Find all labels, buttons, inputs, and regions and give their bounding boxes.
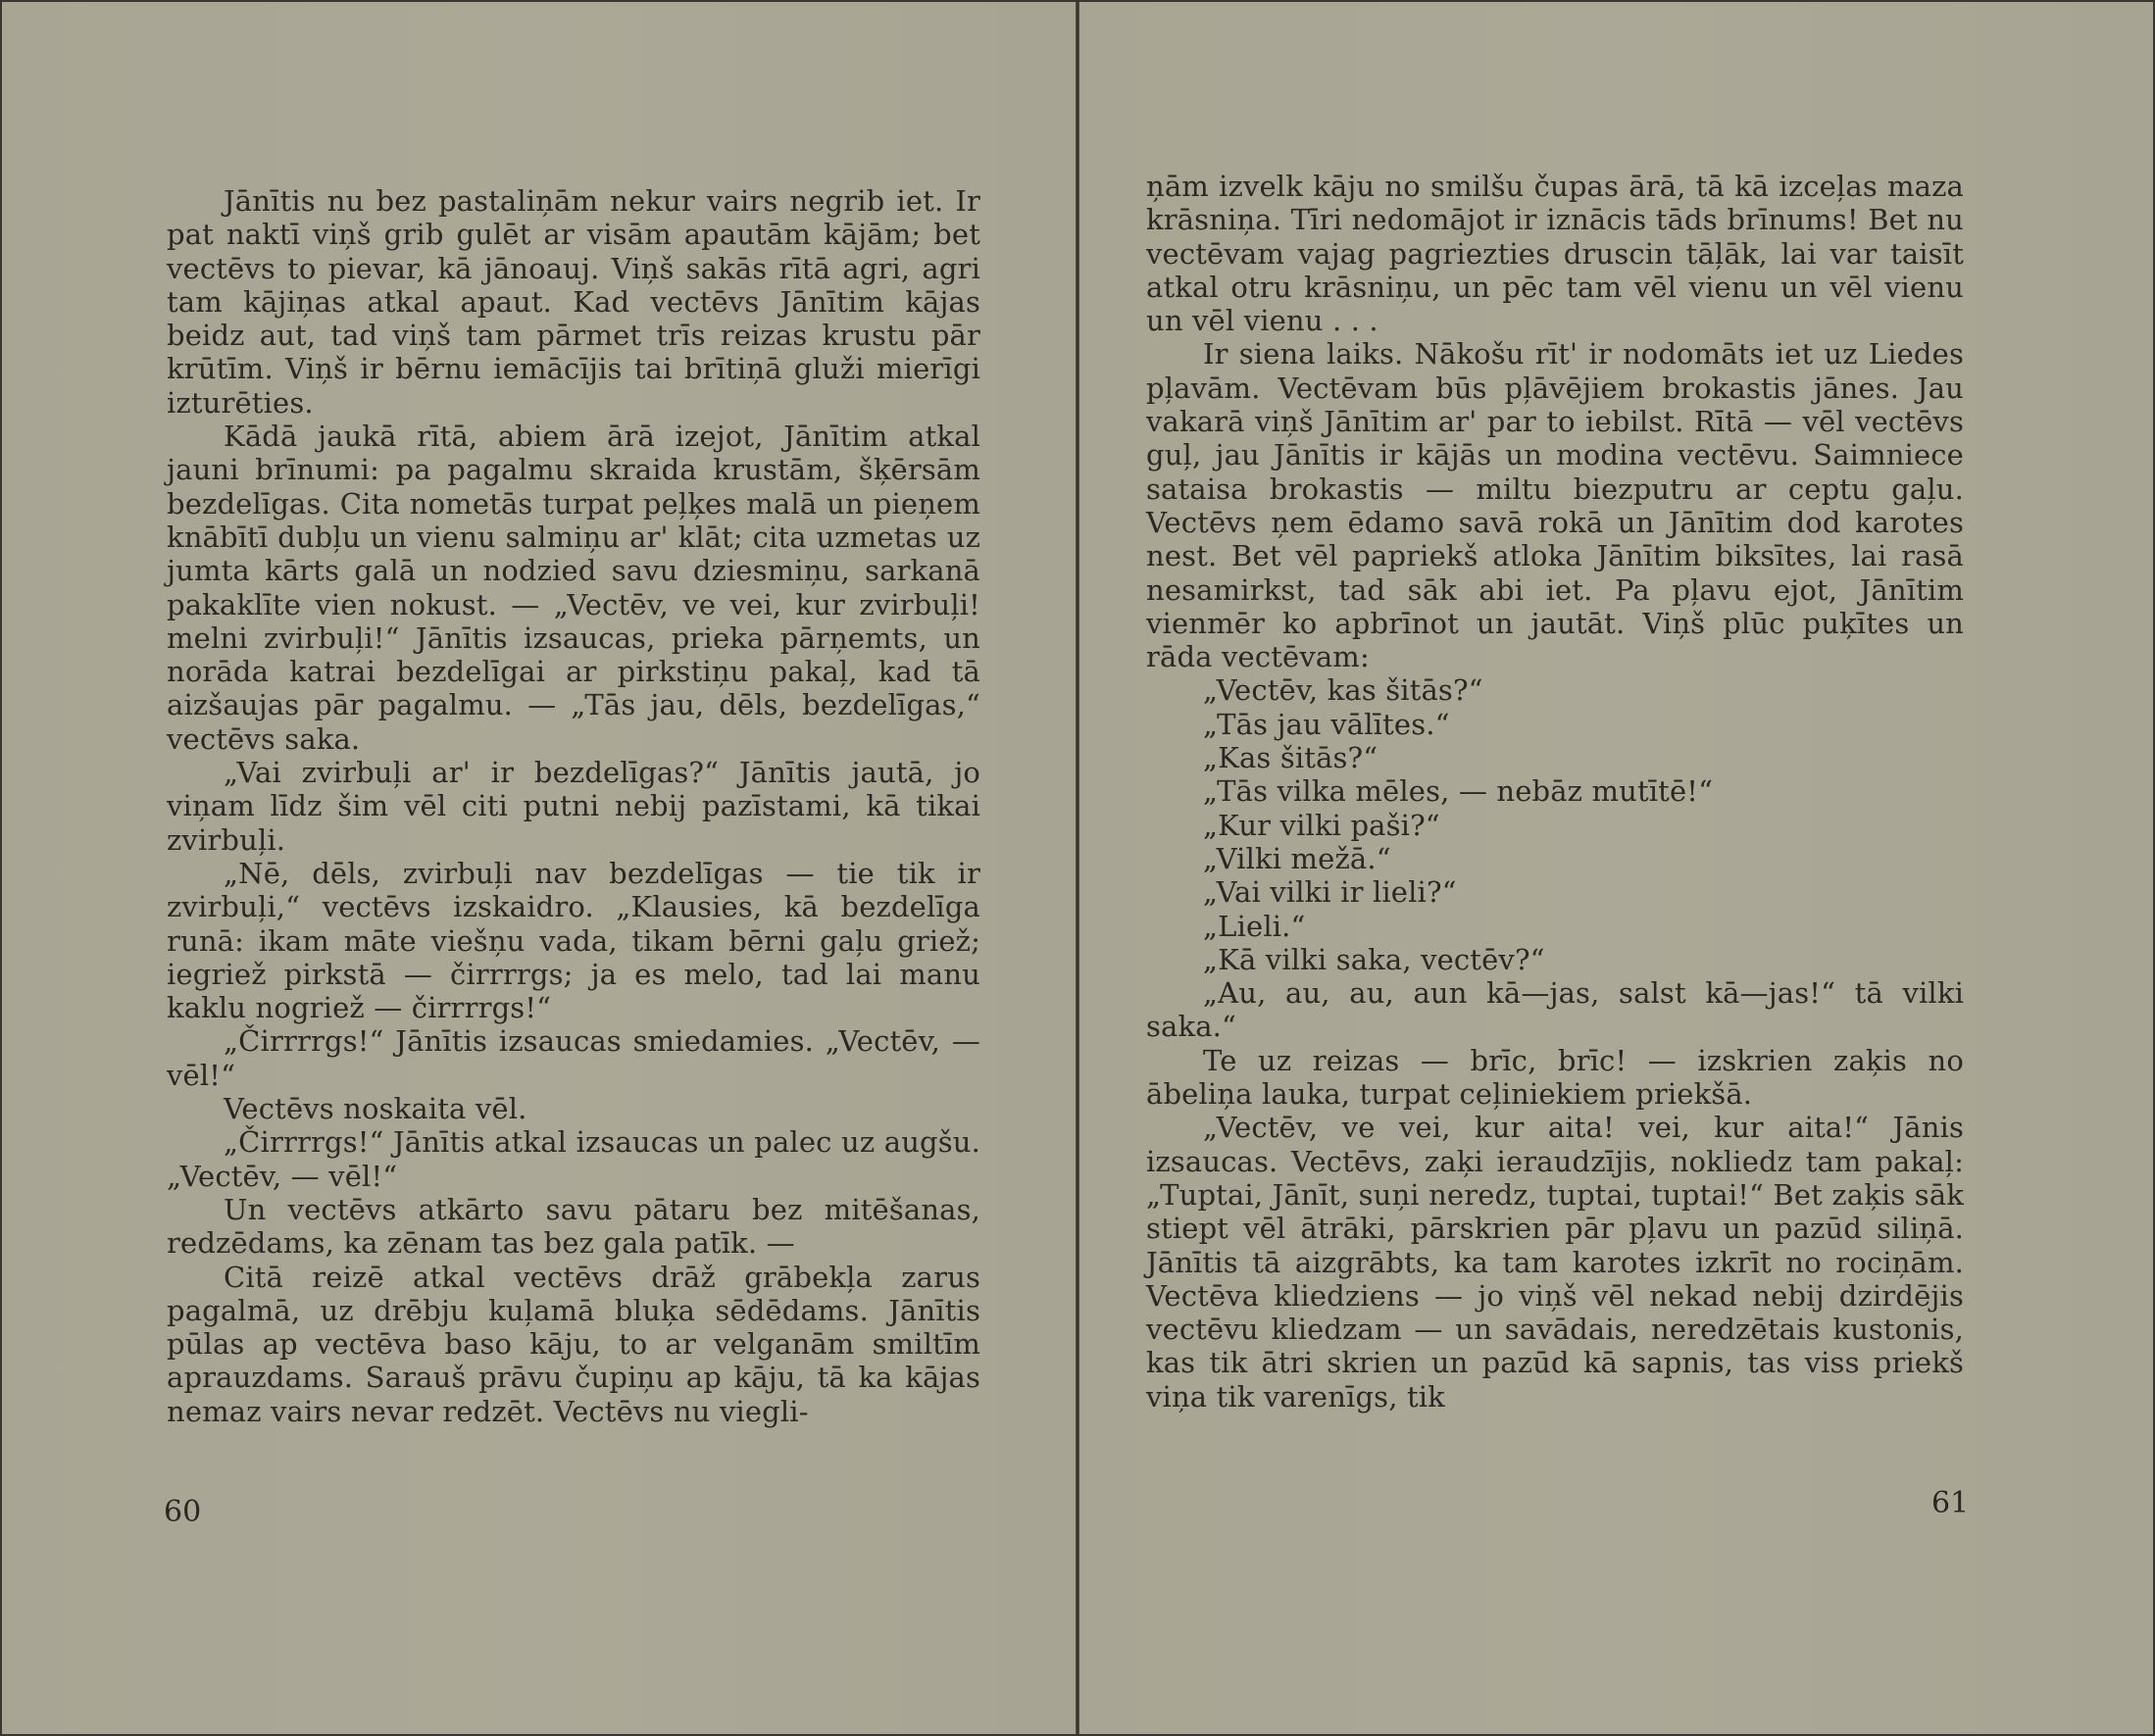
- paragraph: „Čirrrrgs!“ Jānītis izsaucas smiedamies. „Vectēv, — vēl!“: [167, 1024, 980, 1092]
- paragraph: „Vai zvirbuļi ar' ir bezdelīgas?“ Jānītis jautā, jo viņam līdz šim vēl citi putni nebij pazīstami, kā tikai zvirbuļi.: [167, 756, 980, 857]
- paragraph: „Vectēv, ve vei, kur aita! vei, kur aita!“ Jānis izsaucas. Vectēvs, zaķi ieraudzījis, nokliedz tam pakaļ: „Tuptai, Jānīt, suņi neredz, tuptai, tuptai!“ Bet zaķis sāk stiept vēl ātrāki, pārskrien pār pļavu un pazūd siliņā. Jānītis tā aizgrābts, ka tam karotes izkrīt no rociņām. Vectēva kliedziens — jo viņš vēl nekad nebij dzirdējis vectēvu kliedzam — un savādais, neredzētais kustonis, kas tik ātri skrien un pazūd kā sapnis, tas viss priekš viņa tik varenīgs, tik: [1146, 1111, 1964, 1414]
- page-number: 60: [164, 1495, 202, 1529]
- paragraph: Te uz reizas — brīc, brīc! — izskrien zaķis no ābeliņa lauka, turpat ceļiniekiem priekšā.: [1146, 1043, 1964, 1112]
- paragraph: Un vectēvs atkārto savu pātaru bez mitēšanas, redzēdams, ka zēnam tas bez gala patīk. —: [167, 1192, 980, 1261]
- paragraph: Jānītis nu bez pastaliņām nekur vairs negrib iet. Ir pat naktī viņš grib gulēt ar visām apautām kājām; bet vectēvs to pievar, kā jānoauj. Viņš sakās rītā agri, agri tam kājiņas atkal apaut. Kad vectēvs Jānītim kājas beidz aut, tad viņš tam pārmet trīs reizas krustu pār krūtīm. Viņš ir bērnu iemācījis tai brītiņā gluži mierīgi izturēties.: [167, 184, 980, 420]
- paragraph: „Vai vilki ir lieli?“: [1203, 875, 1457, 910]
- paragraph: „Tās vilka mēles, — nebāz mutītē!“: [1203, 774, 1714, 809]
- paragraph: „Vilki mežā.“: [1203, 841, 1391, 875]
- right-page-text: [1146, 170, 1964, 1414]
- paragraph: „Nē, dēls, zvirbuļi nav bezdelīgas — tie tik ir zvirbuļi,“ vectēvs izskaidro. „Klausies, kā bezdelīga runā: ikam māte viešņu vada, tikam bērni gaļu griež; iegriež pirkstā — čirrrrgs; ja es melo, tad lai manu kaklu nogriež — čirrrrgs!“: [167, 856, 980, 1025]
- paragraph: „Kā vilki saka, vectēv?“: [1203, 942, 1545, 976]
- paragraph: Vectēvs noskaita vēl.: [224, 1092, 527, 1126]
- paragraph: „Čirrrrgs!“ Jānītis atkal izsaucas un palec uz augšu. „Vectēv, — vēl!“: [167, 1125, 980, 1193]
- paragraph: Citā reizē atkal vectēvs drāž grābekļa zarus pagalmā, uz drēbju kuļamā bluķa sēdēdams. Jānītis pūlas ap vectēva baso kāju, to ar velganām smiltīm aprauzdams. Sarauš prāvu čupiņu ap kāju, tā ka kājas nemaz vairs nevar redzēt. Vectēvs nu viegli-: [167, 1260, 980, 1428]
- paragraph: Ir siena laiks. Nākošu rīt' ir nodomāts iet uz Liedes pļavām. Vectēvam būs pļāvējiem brokastis jānes. Jau vakarā viņš Jānītim ar' par to iebilst. Rītā — vēl vectēvs guļ, jau Jānītis ir kājās un modina vectēvu. Saimniece sataisa brokastis — miltu biezputru ar ceptu gaļu. Vectēvs ņem ēdamo savā rokā un Jānītim dod karotes nest. Bet vēl papriekš atloka Jānītim biksītes, lai rasā nesamirkst, tad sāk abi iet. Pa pļavu ejot, Jānītim vienmēr ko apbrīnot un jautāt. Viņš plūc puķītes un rāda vectēvam:: [1146, 337, 1964, 674]
- paragraph: „Vectēv, kas šitās?“: [1203, 673, 1483, 708]
- paragraph: „Tās jau vālītes.“: [1203, 707, 1450, 741]
- page-number: 61: [1931, 1486, 1970, 1520]
- left-page-text: [167, 184, 980, 1428]
- paragraph: „Lieli.“: [1203, 909, 1306, 943]
- right-page: [1079, 2, 2153, 1734]
- paragraph: ņām izvelk kāju no smilšu čupas ārā, tā kā izceļas maza krāsniņa. Tīri nedomājot ir iznācis tāds brīnums! Bet nu vectēvam vajag pagriezties druscin tāļāk, lai var taisīt atkal otru krāsniņu, un pēc tam vēl vienu un vēl vienu un vēl vienu . . .: [1146, 170, 1964, 338]
- paragraph: „Kas šitās?“: [1203, 741, 1378, 775]
- paragraph: „Au, au, au, aun kā—jas, salst kā—jas!“ tā vilki saka.“: [1146, 976, 1964, 1044]
- paragraph: „Kur vilki paši?“: [1203, 808, 1440, 842]
- paragraph: Kādā jaukā rītā, abiem ārā izejot, Jānītim atkal jauni brīnumi: pa pagalmu skraida krustām, šķērsām bezdelīgas. Cita nometās turpat peļķes malā un pieņem knābītī dubļu un vienu salmiņu ar' klāt; cita uzmetas uz jumta kārts galā un nodzied savu dziesmiņu, sarkanā pakaklīte vien nokust. — „Vectēv, ve vei, kur zvirbuļi! melni zvirbuļi!“ Jānītis izsaucas, prieka pārņemts, un norāda katrai bezdelīgai ar pirkstiņu pakaļ, kad tā aizšaujas pār pagalmu. — „Tās jau, dēls, bezdelīgas,“ vectēvs saka.: [167, 420, 980, 756]
- left-page: [2, 2, 1076, 1734]
